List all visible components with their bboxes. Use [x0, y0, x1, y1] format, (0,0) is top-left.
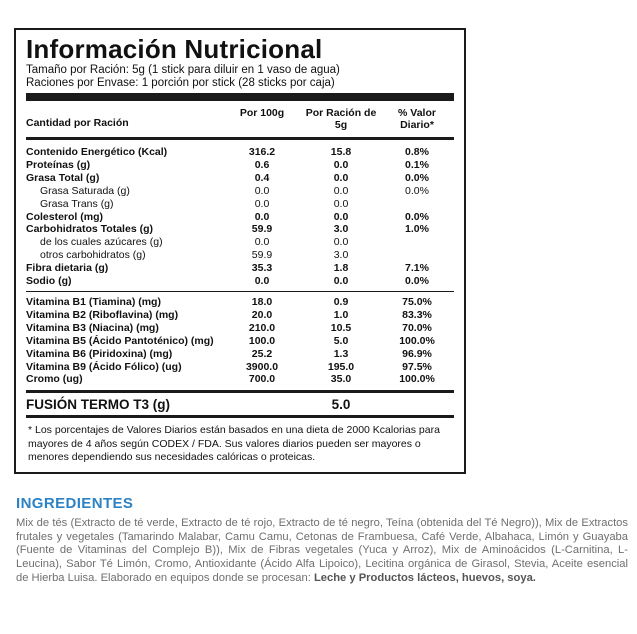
cell-name: Cromo (ug): [26, 373, 83, 386]
cell-dv: 83.3%: [402, 308, 432, 321]
table-row: [26, 236, 454, 249]
table-row: [26, 335, 454, 348]
cell-perServing: 195.0: [327, 360, 355, 373]
cell-per100: 18.0: [251, 295, 273, 308]
cell-perServing: 0.0: [333, 275, 349, 288]
table-row: [26, 361, 454, 374]
cell-per100: 3900.0: [245, 360, 279, 373]
cell-per100: 0.0: [254, 236, 270, 249]
cell-name: Vitamina B9 (Ácido Fólico) (ug): [26, 360, 182, 373]
cell-per100: 20.0: [251, 308, 273, 321]
cell-dv: 100.0%: [399, 334, 435, 347]
cell-per100: 210.0: [248, 321, 276, 334]
cell-name: Vitamina B3 (Niacina) (mg): [26, 321, 159, 334]
allergen-list: Leche y Productos lácteos, huevos, soya.: [313, 571, 536, 584]
cell-per100: 700.0: [248, 373, 276, 386]
cell-name: Proteínas (g): [26, 158, 91, 171]
cell-perServing: 0.9: [333, 295, 349, 308]
cell-perServing: 0.0: [333, 197, 349, 210]
cell-perServing: 5.0: [333, 334, 349, 347]
cell-per100: 35.3: [251, 262, 273, 275]
cell-perServing: 0.0: [333, 158, 349, 171]
cell-per100: 0.0: [254, 210, 270, 223]
cell-per100: 0.0: [254, 184, 270, 197]
ingredients-text: [16, 517, 628, 586]
cell-name: Colesterol (mg): [26, 210, 104, 223]
table-row: [26, 172, 454, 185]
servings-per-container: Raciones por Envase: 1 porción por stick (28 sticks por caja): [26, 77, 335, 89]
allergen-prefix: Elaborado en equipos donde se procesan:: [100, 571, 314, 584]
table-row: [26, 348, 454, 361]
nutrition-facts-panel: [14, 28, 466, 474]
cell-perServing: 0.0: [333, 184, 349, 197]
table-row: [26, 275, 454, 288]
cell-perServing: 1.3: [333, 347, 349, 360]
cell-dv: 75.0%: [402, 295, 432, 308]
header-daily-value: % Valor Diario*: [398, 107, 436, 131]
cell-name: Vitamina B5 (Ácido Pantoténico) (mg): [26, 334, 214, 347]
table-row: [26, 322, 454, 335]
cell-dv: [380, 198, 454, 211]
fusion-name: FUSIÓN TERMO T3 (g): [26, 396, 170, 412]
cell-dv: 0.0%: [405, 184, 429, 197]
cell-name: Fibra dietaria (g): [26, 262, 109, 275]
cell-dv: 0.0%: [405, 171, 429, 184]
thick-divider: [26, 93, 454, 101]
cell-dv: 96.9%: [402, 347, 432, 360]
cell-dv: 1.0%: [405, 223, 429, 236]
cell-perServing: 15.8: [330, 146, 352, 158]
cell-name: Grasa Trans (g): [40, 197, 114, 210]
ingredients-list: Mix de tés (Extracto de té verde, Extracto de té rojo, Extracto de té negro, Teína (obtenida del Té Negro)), Mix de Extractos frutales y vegetales (Tamarindo Malabar, Camu Camu, Cetonas de Frambuesa, Café Verde, Albahaca, Limón y Guayaba (Fuente de Vitaminas del Complejo B)), Mix de Fibras vegetales (Yuca y Arroz), Mix de Aminoácidos (L-Carnitina, L-Leucina), Sabor Té Limón, Cromo, Antioxidante (Ácido Alfa Lipoico), Lecitina orgánica de Girasol, Stevia, Aceite esencial de Hierba Luisa.: [16, 517, 628, 584]
cell-dv: [380, 249, 454, 262]
cell-name: Vitamina B1 (Tiamina) (mg): [26, 295, 161, 308]
cell-name: Vitamina B6 (Piridoxina) (mg): [26, 347, 173, 360]
cell-name: Vitamina B2 (Riboflavina) (mg): [26, 308, 179, 321]
cell-name: otros carbohidratos (g): [40, 249, 146, 262]
fusion-row: [26, 393, 454, 415]
footnote: * Los porcentajes de Valores Diarios están basados en una dieta de 2000 Kcalorias para mayores de 4 años según CODEX / FDA. Sus valores diarios pueden ser mayores o menores dependiendo sus necesidades calóricas o proteicas.: [28, 424, 440, 464]
table-row: [26, 373, 454, 386]
cell-perServing: 3.0: [333, 249, 349, 262]
cell-dv: 7.1%: [405, 262, 429, 275]
table-row: [26, 223, 454, 236]
panel-title: Información Nutricional: [26, 34, 323, 64]
serving-size: Tamaño por Ración: 5g (1 stick para diluir en 1 vaso de agua): [26, 64, 340, 76]
table-row: [26, 159, 454, 172]
cell-perServing: 1.8: [333, 262, 349, 275]
cell-dv: 97.5%: [402, 360, 432, 373]
table-row: [26, 198, 454, 211]
cell-perServing: 3.0: [333, 223, 349, 236]
table-row: [26, 146, 454, 159]
table-row: [26, 249, 454, 262]
cell-perServing: 1.0: [333, 308, 349, 321]
cell-name: Carbohidratos Totales (g): [26, 223, 153, 236]
table-row: [26, 262, 454, 275]
cell-name: Contenido Energético (Kcal): [26, 146, 168, 158]
cell-dv: [380, 236, 454, 249]
cell-dv: 0.1%: [405, 158, 429, 171]
header-per100: Por 100g: [239, 107, 285, 119]
table-row: [26, 185, 454, 198]
table-row: [26, 211, 454, 224]
cell-dv: 100.0%: [399, 373, 435, 386]
cell-perServing: 35.0: [330, 373, 352, 386]
cell-dv: 70.0%: [402, 321, 432, 334]
cell-per100: 0.4: [254, 171, 270, 184]
header-amount: Cantidad por Ración: [26, 117, 129, 129]
cell-name: Grasa Saturada (g): [40, 184, 130, 197]
cell-per100: 0.6: [254, 158, 270, 171]
ingredients-title: INGREDIENTES: [16, 495, 134, 512]
cell-dv: 0.0%: [405, 275, 429, 288]
cell-perServing: 0.0: [333, 171, 349, 184]
fusion-per-serving: 5.0: [331, 396, 351, 412]
cell-perServing: 0.0: [333, 210, 349, 223]
cell-name: de los cuales azúcares (g): [40, 236, 163, 249]
cell-name: Sodio (g): [26, 275, 72, 288]
table-row: [26, 309, 454, 322]
nutrient-rows: [26, 140, 454, 291]
cell-per100: 100.0: [248, 334, 276, 347]
cell-perServing: 0.0: [333, 236, 349, 249]
cell-name: Grasa Total (g): [26, 171, 100, 184]
table-row: [26, 296, 454, 309]
header-per-serving: Por Ración de 5g: [305, 107, 377, 131]
cell-per100: 0.0: [254, 197, 270, 210]
cell-per100: 59.9: [251, 249, 273, 262]
cell-dv: 0.8%: [405, 146, 429, 158]
cell-per100: 0.0: [254, 275, 270, 288]
cell-perServing: 10.5: [330, 321, 352, 334]
table-header: [26, 101, 454, 137]
vitamin-rows: [26, 292, 454, 390]
cell-per100: 25.2: [251, 347, 273, 360]
cell-dv: 0.0%: [405, 210, 429, 223]
cell-per100: 59.9: [251, 223, 273, 236]
cell-per100: 316.2: [248, 146, 276, 158]
